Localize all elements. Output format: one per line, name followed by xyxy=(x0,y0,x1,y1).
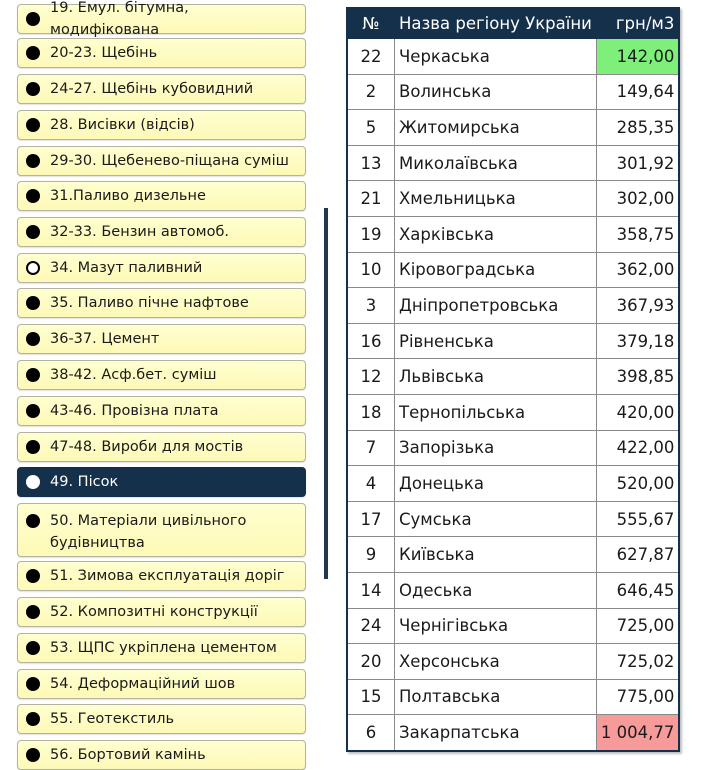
menu-item-label: 35. Паливо пічне нафтове xyxy=(50,295,249,311)
table-row xyxy=(347,537,679,573)
cell-price: 775,00 xyxy=(596,679,679,715)
menu-item-label: 34. Мазут паливний xyxy=(50,260,203,276)
menu-item-label: 55. Геотекстиль xyxy=(50,711,175,727)
cell-number: 12 xyxy=(347,359,395,395)
cell-number: 13 xyxy=(347,145,395,181)
radio-filled-icon xyxy=(26,404,40,418)
table-row xyxy=(347,288,679,324)
cell-price: 555,67 xyxy=(596,501,679,537)
radio-filled-icon xyxy=(26,475,40,489)
menu-item-label: 49. Пісок xyxy=(50,474,119,490)
radio-filled-icon xyxy=(26,514,40,528)
cell-price: 301,92 xyxy=(596,145,679,181)
menu-item[interactable] xyxy=(17,633,306,663)
menu-item[interactable] xyxy=(17,38,306,68)
menu-item-label: 50. Матеріали цивільного будівництва xyxy=(50,513,247,551)
radio-filled-icon xyxy=(26,677,40,691)
menu-item[interactable] xyxy=(17,467,306,497)
radio-filled-icon xyxy=(26,332,40,346)
menu-item-label: 56. Бортовий камінь xyxy=(50,747,206,763)
cell-region: Кіровоградська xyxy=(395,252,597,288)
menu-item[interactable] xyxy=(17,74,306,104)
cell-price: 367,93 xyxy=(596,288,679,324)
radio-filled-icon xyxy=(26,712,40,726)
radio-filled-icon xyxy=(26,641,40,655)
cell-region: Дніпропетровська xyxy=(395,288,597,324)
cell-region: Донецька xyxy=(395,466,597,502)
menu-item[interactable] xyxy=(17,253,306,283)
table-row xyxy=(347,679,679,715)
menu-item[interactable] xyxy=(17,561,306,591)
cell-number: 24 xyxy=(347,608,395,644)
cell-number: 18 xyxy=(347,394,395,430)
menu-item[interactable] xyxy=(17,396,306,426)
radio-filled-icon xyxy=(26,569,40,583)
cell-number: 7 xyxy=(347,430,395,466)
cell-region: Харківська xyxy=(395,216,597,252)
radio-empty-icon xyxy=(26,261,40,275)
radio-filled-icon xyxy=(26,46,40,60)
header-region[interactable]: Назва регіону України xyxy=(395,8,597,39)
cell-price: 398,85 xyxy=(596,359,679,395)
cell-region: Рівненська xyxy=(395,323,597,359)
table-row xyxy=(347,608,679,644)
table-row xyxy=(347,359,679,395)
radio-filled-icon xyxy=(26,225,40,239)
menu-item[interactable] xyxy=(17,669,306,699)
cell-region: Львівська xyxy=(395,359,597,395)
menu-item-label: 54. Деформаційний шов xyxy=(50,676,236,692)
cell-region: Тернопільська xyxy=(395,394,597,430)
radio-filled-icon xyxy=(26,368,40,382)
radio-filled-icon xyxy=(26,748,40,762)
menu-item[interactable] xyxy=(17,503,306,557)
table-row xyxy=(347,572,679,608)
cell-price: 379,18 xyxy=(596,323,679,359)
table-row xyxy=(347,394,679,430)
table-row xyxy=(347,252,679,288)
cell-price: 362,00 xyxy=(596,252,679,288)
cell-price: 1 004,77 xyxy=(596,715,679,751)
menu-item[interactable] xyxy=(17,146,306,176)
table-row xyxy=(347,430,679,466)
menu-item-label: 20-23. Щебінь xyxy=(50,45,158,61)
header-number[interactable]: № xyxy=(347,8,395,39)
table-row xyxy=(347,644,679,680)
cell-number: 17 xyxy=(347,501,395,537)
menu-item-label: 29-30. Щебенево-піщана суміш xyxy=(50,153,289,169)
menu-item[interactable] xyxy=(17,740,306,770)
radio-filled-icon xyxy=(26,82,40,96)
menu-item[interactable] xyxy=(17,360,306,390)
cell-region: Полтавська xyxy=(395,679,597,715)
table-row xyxy=(347,110,679,146)
cell-number: 10 xyxy=(347,252,395,288)
menu-item[interactable] xyxy=(17,432,306,462)
menu-item-label: 38-42. Асф.бет. суміш xyxy=(50,367,217,383)
table-row xyxy=(347,181,679,217)
menu-item-label: 19. Емул. бітумна, модифікована xyxy=(50,0,189,38)
cell-number: 5 xyxy=(347,110,395,146)
cell-number: 14 xyxy=(347,572,395,608)
menu-item-label: 51. Зимова експлуатація доріг xyxy=(50,568,285,584)
cell-price: 420,00 xyxy=(596,394,679,430)
cell-price: 422,00 xyxy=(596,430,679,466)
cell-region: Хмельницька xyxy=(395,181,597,217)
table-row xyxy=(347,501,679,537)
cell-number: 21 xyxy=(347,181,395,217)
price-table xyxy=(346,7,680,752)
menu-item[interactable] xyxy=(17,597,306,627)
header-price[interactable]: грн/м3 xyxy=(596,8,679,39)
menu-item[interactable] xyxy=(17,288,306,318)
radio-filled-icon xyxy=(26,605,40,619)
menu-item-label: 36-37. Цемент xyxy=(50,331,160,347)
cell-region: Запорізька xyxy=(395,430,597,466)
cell-price: 149,64 xyxy=(596,74,679,110)
menu-item[interactable] xyxy=(17,110,306,140)
menu-item-label: 52. Композитні конструкції xyxy=(50,604,258,620)
cell-region: Волинська xyxy=(395,74,597,110)
cell-price: 142,00 xyxy=(596,39,679,75)
cell-region: Миколаївська xyxy=(395,145,597,181)
table-row xyxy=(347,216,679,252)
cell-region: Сумська xyxy=(395,501,597,537)
cell-region: Закарпатська xyxy=(395,715,597,751)
menu-item-label: 24-27. Щебінь кубовидний xyxy=(50,81,254,97)
table-row xyxy=(347,466,679,502)
menu-item[interactable] xyxy=(17,0,306,38)
cell-number: 3 xyxy=(347,288,395,324)
scroll-divider xyxy=(324,208,328,579)
cell-number: 20 xyxy=(347,644,395,680)
table-row xyxy=(347,323,679,359)
cell-region: Одеська xyxy=(395,572,597,608)
menu-item[interactable] xyxy=(17,217,306,247)
menu-item[interactable] xyxy=(17,324,306,354)
menu-item-label: 47-48. Вироби для мостів xyxy=(50,439,244,455)
cell-region: Херсонська xyxy=(395,644,597,680)
cell-price: 627,87 xyxy=(596,537,679,573)
menu-item[interactable] xyxy=(17,181,306,211)
cell-number: 22 xyxy=(347,39,395,75)
cell-price: 520,00 xyxy=(596,466,679,502)
cell-price: 646,45 xyxy=(596,572,679,608)
menu-item-label: 43-46. Провізна плата xyxy=(50,403,219,419)
table-row xyxy=(347,715,679,751)
cell-number: 2 xyxy=(347,74,395,110)
table-row xyxy=(347,39,679,75)
table-header-row xyxy=(347,8,679,39)
table-row xyxy=(347,145,679,181)
cell-price: 302,00 xyxy=(596,181,679,217)
menu-item-label: 31.Паливо дизельне xyxy=(50,188,206,204)
cell-price: 285,35 xyxy=(596,110,679,146)
cell-region: Чернігівська xyxy=(395,608,597,644)
cell-number: 9 xyxy=(347,537,395,573)
cell-price: 725,02 xyxy=(596,644,679,680)
cell-region: Черкаська xyxy=(395,39,597,75)
menu-item[interactable] xyxy=(17,704,306,734)
radio-filled-icon xyxy=(26,12,40,26)
cell-number: 16 xyxy=(347,323,395,359)
radio-filled-icon xyxy=(26,440,40,454)
cell-price: 725,00 xyxy=(596,608,679,644)
cell-region: Житомирська xyxy=(395,110,597,146)
cell-region: Київська xyxy=(395,537,597,573)
radio-filled-icon xyxy=(26,296,40,310)
cell-price: 358,75 xyxy=(596,216,679,252)
radio-filled-icon xyxy=(26,189,40,203)
cell-number: 6 xyxy=(347,715,395,751)
radio-filled-icon xyxy=(26,154,40,168)
radio-filled-icon xyxy=(26,118,40,132)
menu-item-label: 28. Висівки (відсів) xyxy=(50,117,195,133)
table-row xyxy=(347,74,679,110)
menu-item-label: 32-33. Бензин автомоб. xyxy=(50,224,230,240)
cell-number: 4 xyxy=(347,466,395,502)
menu-item-label: 53. ЩПС укріплена цементом xyxy=(50,640,277,656)
cell-number: 15 xyxy=(347,679,395,715)
cell-number: 19 xyxy=(347,216,395,252)
